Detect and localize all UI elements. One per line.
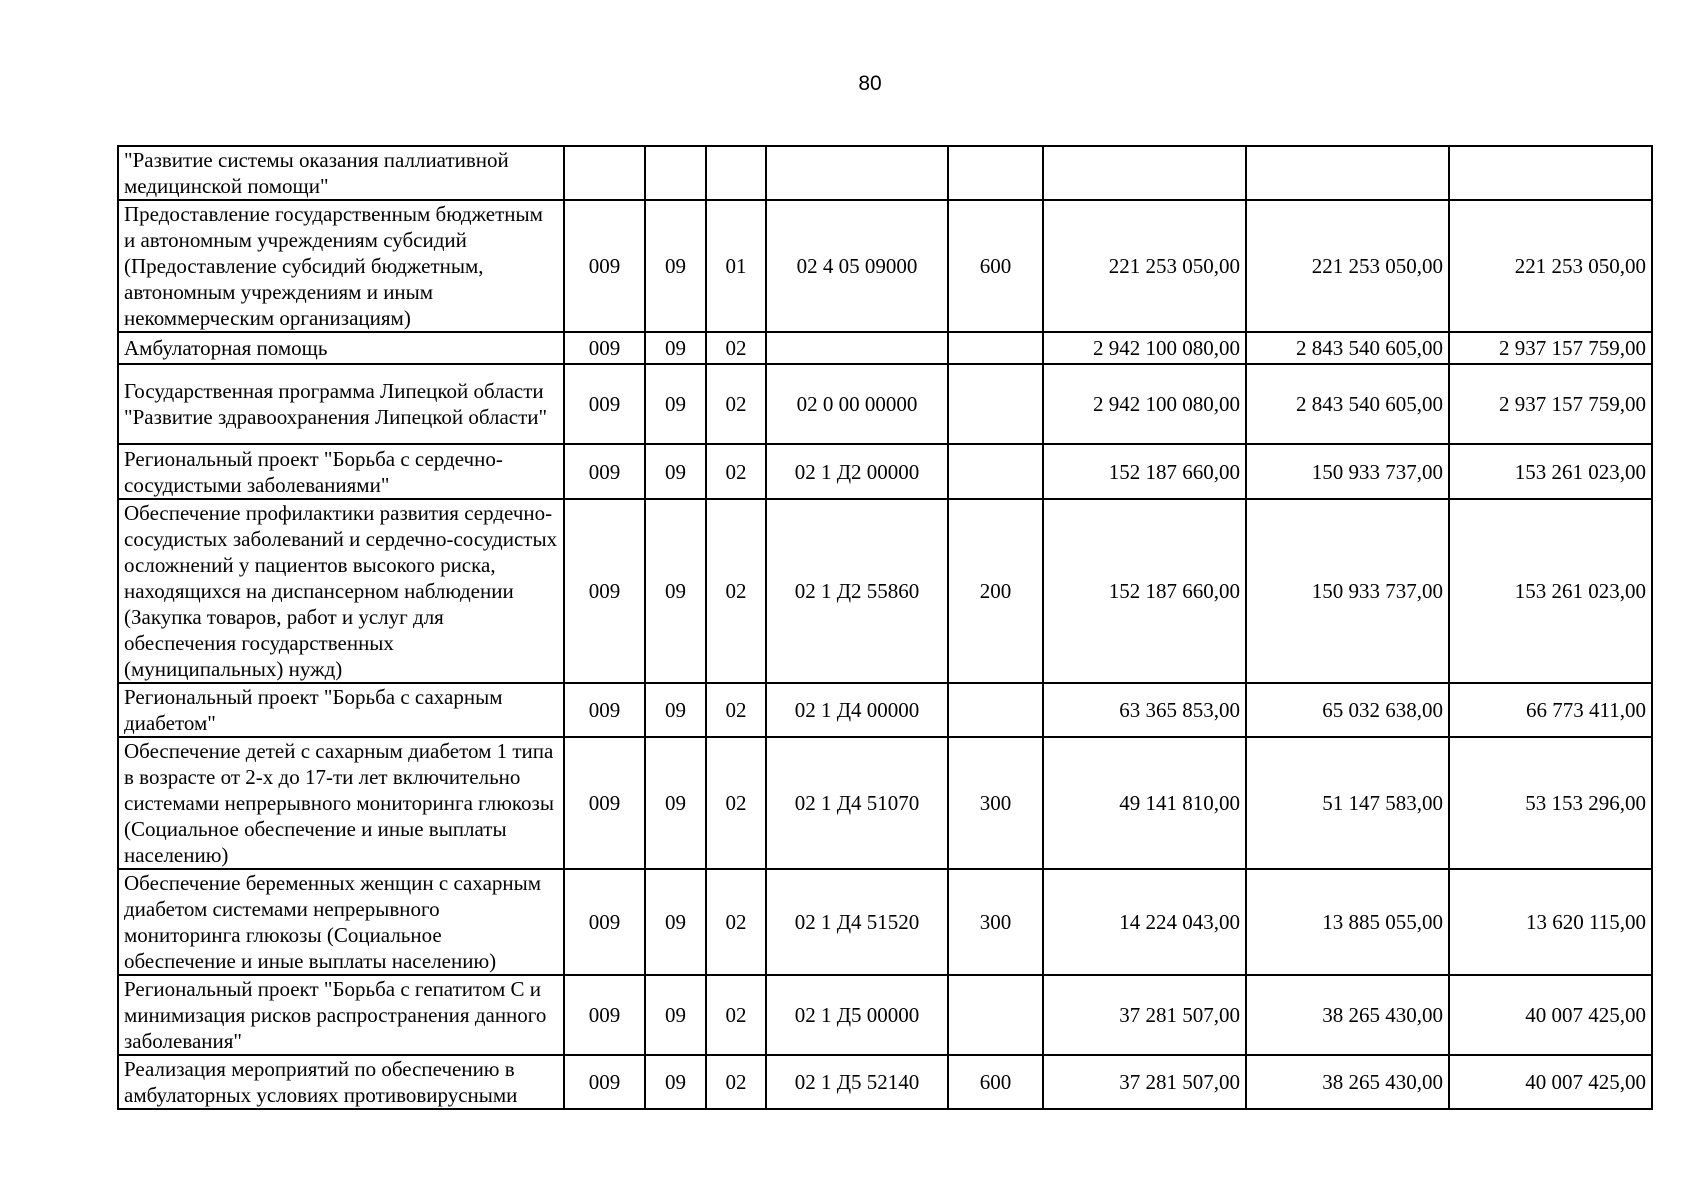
- table-row: [118, 683, 1652, 737]
- ministry-code-cell: [564, 146, 645, 200]
- amount-year3-cell: [1449, 146, 1652, 200]
- amount-year3-cell: 221 253 050,00: [1449, 200, 1652, 332]
- subsection-code-cell: 02: [706, 364, 766, 444]
- ministry-code-cell: 009: [564, 364, 645, 444]
- expense-type-cell: 600: [948, 1055, 1043, 1109]
- expense-type-cell: [948, 146, 1043, 200]
- amount-year1-cell: 2 942 100 080,00: [1043, 364, 1246, 444]
- row-name-cell: Реализация мероприятий по обеспечению в амбулаторных условиях противовирусными: [118, 1055, 564, 1109]
- target-code-cell: 02 0 00 00000: [766, 364, 948, 444]
- target-code-cell: 02 1 Д4 51520: [766, 869, 948, 975]
- amount-year3-cell: 53 153 296,00: [1449, 737, 1652, 869]
- table-row: [118, 332, 1652, 364]
- row-name-cell: Региональный проект "Борьба с гепатитом С и минимизация рисков распространения данного заболевания": [118, 975, 564, 1055]
- ministry-code-cell: 009: [564, 332, 645, 364]
- amount-year2-cell: 150 933 737,00: [1246, 444, 1449, 499]
- row-name-cell: Предоставление государственным бюджетным и автономным учреждениям субсидий (Предоставление субсидий бюджетным, автономным учреждениям и иным некоммерческим организациям): [118, 200, 564, 332]
- amount-year3-cell: 40 007 425,00: [1449, 1055, 1652, 1109]
- amount-year2-cell: 2 843 540 605,00: [1246, 332, 1449, 364]
- ministry-code-cell: 009: [564, 683, 645, 737]
- subsection-code-cell: 02: [706, 975, 766, 1055]
- section-code-cell: 09: [645, 444, 706, 499]
- amount-year1-cell: 37 281 507,00: [1043, 1055, 1246, 1109]
- subsection-code-cell: 02: [706, 869, 766, 975]
- subsection-code-cell: 01: [706, 200, 766, 332]
- amount-year3-cell: 2 937 157 759,00: [1449, 364, 1652, 444]
- expense-type-cell: [948, 444, 1043, 499]
- ministry-code-cell: 009: [564, 975, 645, 1055]
- table-row: [118, 975, 1652, 1055]
- amount-year2-cell: 13 885 055,00: [1246, 869, 1449, 975]
- section-code-cell: 09: [645, 869, 706, 975]
- section-code-cell: 09: [645, 200, 706, 332]
- row-name-cell: Обеспечение профилактики развития сердечно-сосудистых заболеваний и сердечно-сосудистых осложнений у пациентов высокого риска, находящихся на диспансерном наблюдении (Закупка товаров, работ и услуг для обеспечения государственных (муниципальных) нужд): [118, 499, 564, 683]
- ministry-code-cell: 009: [564, 737, 645, 869]
- amount-year2-cell: 65 032 638,00: [1246, 683, 1449, 737]
- amount-year2-cell: 150 933 737,00: [1246, 499, 1449, 683]
- page-number: 80: [858, 72, 882, 95]
- ministry-code-cell: 009: [564, 444, 645, 499]
- row-name-cell: Обеспечение детей с сахарным диабетом 1 типа в возрасте от 2-х до 17-ти лет включительно системами непрерывного мониторинга глюкозы (Социальное обеспечение и иные выплаты населению): [118, 737, 564, 869]
- expense-type-cell: [948, 975, 1043, 1055]
- ministry-code-cell: 009: [564, 200, 645, 332]
- ministry-code-cell: 009: [564, 499, 645, 683]
- subsection-code-cell: 02: [706, 499, 766, 683]
- budget-table: [117, 145, 1653, 1110]
- ministry-code-cell: 009: [564, 869, 645, 975]
- amount-year1-cell: 14 224 043,00: [1043, 869, 1246, 975]
- subsection-code-cell: 02: [706, 683, 766, 737]
- section-code-cell: 09: [645, 1055, 706, 1109]
- target-code-cell: 02 1 Д5 52140: [766, 1055, 948, 1109]
- amount-year2-cell: 51 147 583,00: [1246, 737, 1449, 869]
- target-code-cell: 02 1 Д4 51070: [766, 737, 948, 869]
- amount-year1-cell: 37 281 507,00: [1043, 975, 1246, 1055]
- target-code-cell: 02 4 05 09000: [766, 200, 948, 332]
- amount-year3-cell: 153 261 023,00: [1449, 444, 1652, 499]
- subsection-code-cell: 02: [706, 737, 766, 869]
- expense-type-cell: [948, 332, 1043, 364]
- target-code-cell: 02 1 Д4 00000: [766, 683, 948, 737]
- expense-type-cell: [948, 683, 1043, 737]
- ministry-code-cell: 009: [564, 1055, 645, 1109]
- amount-year2-cell: 221 253 050,00: [1246, 200, 1449, 332]
- row-name-cell: "Развитие системы оказания паллиативной медицинской помощи": [118, 146, 564, 200]
- target-code-cell: [766, 332, 948, 364]
- row-name-cell: Региональный проект "Борьба с сердечно-сосудистыми заболеваниями": [118, 444, 564, 499]
- amount-year3-cell: 153 261 023,00: [1449, 499, 1652, 683]
- subsection-code-cell: [706, 146, 766, 200]
- target-code-cell: 02 1 Д2 00000: [766, 444, 948, 499]
- amount-year1-cell: [1043, 146, 1246, 200]
- amount-year3-cell: 2 937 157 759,00: [1449, 332, 1652, 364]
- amount-year3-cell: 13 620 115,00: [1449, 869, 1652, 975]
- amount-year3-cell: 40 007 425,00: [1449, 975, 1652, 1055]
- section-code-cell: 09: [645, 499, 706, 683]
- amount-year1-cell: 152 187 660,00: [1043, 444, 1246, 499]
- target-code-cell: [766, 146, 948, 200]
- subsection-code-cell: 02: [706, 444, 766, 499]
- table-row: [118, 364, 1652, 444]
- subsection-code-cell: 02: [706, 1055, 766, 1109]
- amount-year2-cell: 38 265 430,00: [1246, 975, 1449, 1055]
- table-row: [118, 869, 1652, 975]
- amount-year2-cell: 38 265 430,00: [1246, 1055, 1449, 1109]
- amount-year1-cell: 49 141 810,00: [1043, 737, 1246, 869]
- table-row: [118, 1055, 1652, 1109]
- section-code-cell: [645, 146, 706, 200]
- amount-year1-cell: 63 365 853,00: [1043, 683, 1246, 737]
- section-code-cell: 09: [645, 975, 706, 1055]
- table-row: [118, 444, 1652, 499]
- row-name-cell: Государственная программа Липецкой области "Развитие здравоохранения Липецкой области": [118, 364, 564, 444]
- expense-type-cell: 300: [948, 737, 1043, 869]
- target-code-cell: 02 1 Д2 55860: [766, 499, 948, 683]
- subsection-code-cell: 02: [706, 332, 766, 364]
- section-code-cell: 09: [645, 364, 706, 444]
- amount-year1-cell: 2 942 100 080,00: [1043, 332, 1246, 364]
- row-name-cell: Региональный проект "Борьба с сахарным диабетом": [118, 683, 564, 737]
- section-code-cell: 09: [645, 683, 706, 737]
- section-code-cell: 09: [645, 737, 706, 869]
- expense-type-cell: 300: [948, 869, 1043, 975]
- expense-type-cell: 600: [948, 200, 1043, 332]
- amount-year3-cell: 66 773 411,00: [1449, 683, 1652, 737]
- expense-type-cell: 200: [948, 499, 1043, 683]
- table-row: [118, 146, 1652, 200]
- table-row: [118, 737, 1652, 869]
- expense-type-cell: [948, 364, 1043, 444]
- amount-year2-cell: 2 843 540 605,00: [1246, 364, 1449, 444]
- table-row: [118, 499, 1652, 683]
- table-row: [118, 200, 1652, 332]
- target-code-cell: 02 1 Д5 00000: [766, 975, 948, 1055]
- section-code-cell: 09: [645, 332, 706, 364]
- row-name-cell: Амбулаторная помощь: [118, 332, 564, 364]
- amount-year2-cell: [1246, 146, 1449, 200]
- amount-year1-cell: 221 253 050,00: [1043, 200, 1246, 332]
- row-name-cell: Обеспечение беременных женщин с сахарным диабетом системами непрерывного мониторинга глюкозы (Социальное обеспечение и иные выплаты населению): [118, 869, 564, 975]
- amount-year1-cell: 152 187 660,00: [1043, 499, 1246, 683]
